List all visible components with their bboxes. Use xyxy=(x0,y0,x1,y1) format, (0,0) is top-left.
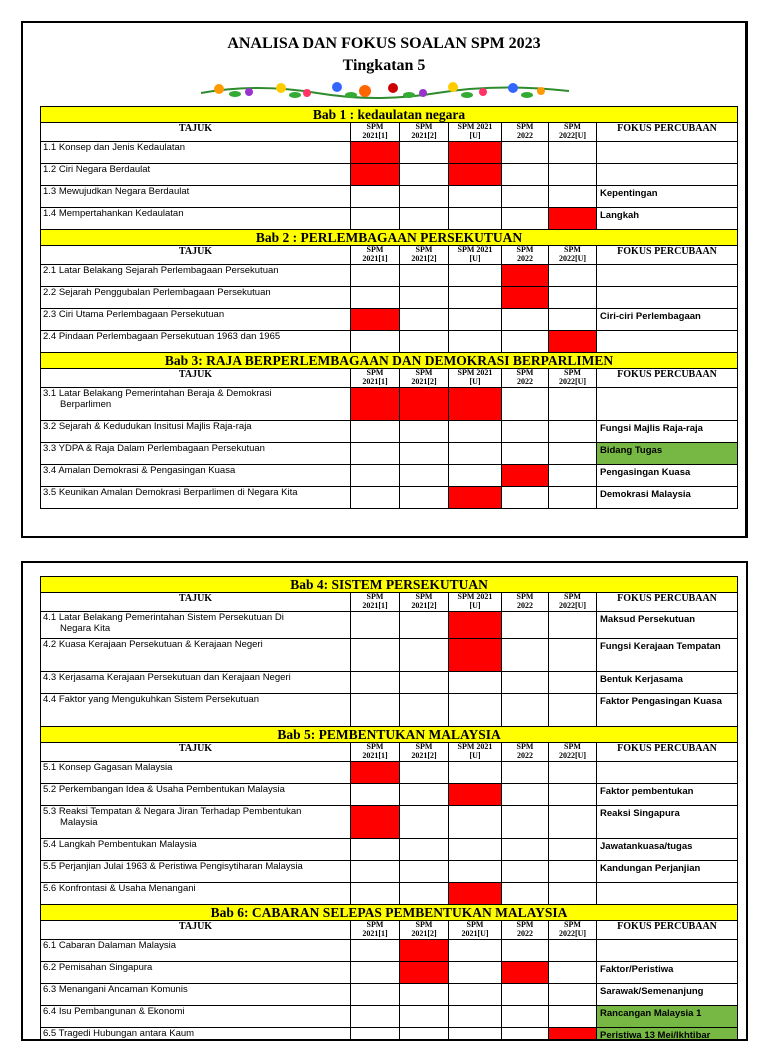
exam-mark-empty xyxy=(502,1006,549,1028)
exam-mark-empty xyxy=(502,1028,549,1041)
column-header-exam: SPM 2022[U] xyxy=(549,921,597,940)
exam-mark-empty xyxy=(502,331,549,353)
exam-mark-empty xyxy=(549,839,597,861)
exam-mark-empty xyxy=(549,784,597,806)
exam-mark-empty xyxy=(449,421,502,443)
exam-mark-filled xyxy=(502,265,549,287)
exam-mark-empty xyxy=(449,694,502,727)
exam-mark-empty xyxy=(400,784,449,806)
focus-cell: Langkah xyxy=(597,208,738,230)
column-header-exam: SPM 2021[U] xyxy=(449,921,502,940)
exam-mark-empty xyxy=(400,861,449,883)
exam-mark-empty xyxy=(502,309,549,331)
column-header-tajuk: TAJUK xyxy=(41,593,351,612)
exam-mark-empty xyxy=(400,1028,449,1041)
topic-cell: 4.1 Latar Belakang Pemerintahan Sistem Persekutuan Di Negara Kita xyxy=(41,612,351,639)
exam-mark-empty xyxy=(400,762,449,784)
column-header-exam: SPM 2022 xyxy=(502,593,549,612)
exam-mark-empty xyxy=(351,839,400,861)
exam-mark-filled xyxy=(549,1028,597,1041)
focus-cell: Bidang Tugas xyxy=(597,443,738,465)
chapter-title: Bab 1 : kedaulatan negara xyxy=(41,107,738,123)
column-header-row xyxy=(41,921,738,940)
column-header-tajuk: TAJUK xyxy=(41,743,351,762)
focus-cell: Demokrasi Malaysia xyxy=(597,487,738,509)
exam-mark-empty xyxy=(351,465,400,487)
exam-mark-empty xyxy=(549,1006,597,1028)
exam-mark-empty xyxy=(502,784,549,806)
exam-mark-empty xyxy=(549,443,597,465)
exam-mark-empty xyxy=(351,612,400,639)
table-row xyxy=(41,164,738,186)
focus-cell xyxy=(597,388,738,421)
column-header-exam: SPM 2021[1] xyxy=(351,593,400,612)
exam-mark-empty xyxy=(549,388,597,421)
column-header-tajuk: TAJUK xyxy=(41,123,351,142)
column-header-exam: SPM 2022 xyxy=(502,123,549,142)
exam-mark-empty xyxy=(400,287,449,309)
focus-cell: Faktor pembentukan xyxy=(597,784,738,806)
topic-cell: 4.3 Kerjasama Kerajaan Persekutuan dan Kerajaan Negeri xyxy=(41,672,351,694)
column-header-tajuk: TAJUK xyxy=(41,369,351,388)
table-row xyxy=(41,694,738,727)
exam-mark-empty xyxy=(502,421,549,443)
document-page-1 xyxy=(21,21,748,538)
column-header-exam: SPM 2021[2] xyxy=(400,921,449,940)
exam-mark-empty xyxy=(400,883,449,905)
exam-mark-filled xyxy=(549,331,597,353)
topic-cell: 5.5 Perjanjian Julai 1963 & Peristiwa Pengisytiharan Malaysia xyxy=(41,861,351,883)
topic-cell: 1.2 Ciri Negara Berdaulat xyxy=(41,164,351,186)
exam-mark-empty xyxy=(449,762,502,784)
table-row xyxy=(41,861,738,883)
exam-mark-filled xyxy=(449,388,502,421)
exam-mark-empty xyxy=(549,806,597,839)
focus-cell: Bentuk Kerjasama xyxy=(597,672,738,694)
exam-mark-empty xyxy=(400,487,449,509)
table-row xyxy=(41,421,738,443)
exam-mark-empty xyxy=(400,694,449,727)
column-header-exam: SPM 2021[1] xyxy=(351,921,400,940)
topic-cell: 1.4 Mempertahankan Kedaulatan xyxy=(41,208,351,230)
column-header-row xyxy=(41,369,738,388)
exam-mark-empty xyxy=(351,984,400,1006)
focus-cell: Kepentingan xyxy=(597,186,738,208)
exam-mark-empty xyxy=(502,388,549,421)
focus-cell: Sarawak/Semenanjung xyxy=(597,984,738,1006)
exam-mark-empty xyxy=(502,142,549,164)
column-header-tajuk: TAJUK xyxy=(41,921,351,940)
table-row xyxy=(41,883,738,905)
column-header-exam: SPM 2022[U] xyxy=(549,593,597,612)
topic-cell: 4.4 Faktor yang Mengukuhkan Sistem Persekutuan xyxy=(41,694,351,727)
column-header-exam: SPM 2022[U] xyxy=(549,246,597,265)
focus-cell: Reaksi Singapura xyxy=(597,806,738,839)
focus-cell xyxy=(597,883,738,905)
exam-mark-filled xyxy=(351,164,400,186)
exam-mark-empty xyxy=(351,443,400,465)
exam-mark-filled xyxy=(502,962,549,984)
exam-mark-empty xyxy=(549,639,597,672)
column-header-fokus: FOKUS PERCUBAAN xyxy=(597,921,738,940)
exam-mark-empty xyxy=(449,672,502,694)
exam-mark-empty xyxy=(400,1006,449,1028)
focus-cell xyxy=(597,940,738,962)
topic-cell: 6.3 Menangani Ancaman Komunis xyxy=(41,984,351,1006)
exam-mark-empty xyxy=(351,208,400,230)
topic-cell: 3.3 YDPA & Raja Dalam Perlembagaan Persekutuan xyxy=(41,443,351,465)
chapter-header xyxy=(41,727,738,743)
chapter-header xyxy=(41,107,738,123)
exam-mark-filled xyxy=(351,388,400,421)
exam-mark-empty xyxy=(549,883,597,905)
exam-mark-empty xyxy=(502,940,549,962)
topic-cell: 5.6 Konfrontasi & Usaha Menangani xyxy=(41,883,351,905)
column-header-row xyxy=(41,743,738,762)
exam-mark-empty xyxy=(549,164,597,186)
exam-mark-filled xyxy=(351,142,400,164)
exam-mark-empty xyxy=(449,1006,502,1028)
exam-mark-empty xyxy=(449,839,502,861)
table-row xyxy=(41,331,738,353)
table-row xyxy=(41,762,738,784)
table-row xyxy=(41,388,738,421)
table-row xyxy=(41,465,738,487)
exam-mark-empty xyxy=(502,164,549,186)
exam-mark-empty xyxy=(400,806,449,839)
chapter-title: Bab 2 : PERLEMBAGAAN PERSEKUTUAN xyxy=(41,230,738,246)
column-header-exam: SPM 2022 xyxy=(502,369,549,388)
exam-mark-filled xyxy=(449,142,502,164)
exam-mark-empty xyxy=(449,265,502,287)
exam-mark-empty xyxy=(449,861,502,883)
exam-mark-empty xyxy=(351,639,400,672)
exam-mark-empty xyxy=(351,487,400,509)
exam-mark-empty xyxy=(502,883,549,905)
exam-mark-filled xyxy=(502,465,549,487)
exam-mark-empty xyxy=(549,186,597,208)
focus-cell xyxy=(597,287,738,309)
column-header-row xyxy=(41,246,738,265)
exam-mark-empty xyxy=(502,694,549,727)
exam-mark-empty xyxy=(449,962,502,984)
focus-cell: Rancangan Malaysia 1 xyxy=(597,1006,738,1028)
exam-mark-empty xyxy=(502,806,549,839)
table-row xyxy=(41,962,738,984)
exam-mark-filled xyxy=(351,762,400,784)
column-header-tajuk: TAJUK xyxy=(41,246,351,265)
exam-mark-empty xyxy=(449,208,502,230)
exam-mark-filled xyxy=(400,388,449,421)
topic-cell: 2.1 Latar Belakang Sejarah Perlembagaan Persekutuan xyxy=(41,265,351,287)
chapter-title: Bab 3: RAJA BERPERLEMBAGAAN DAN DEMOKRASI BERPARLIMEN xyxy=(41,353,738,369)
exam-mark-empty xyxy=(549,421,597,443)
topic-cell: 6.2 Pemisahan Singapura xyxy=(41,962,351,984)
exam-mark-filled xyxy=(502,287,549,309)
chapter-header xyxy=(41,577,738,593)
column-header-exam: SPM 2021[1] xyxy=(351,369,400,388)
focus-cell: Fungsi Majlis Raja-raja xyxy=(597,421,738,443)
column-header-exam: SPM 2021[2] xyxy=(400,246,449,265)
exam-mark-empty xyxy=(502,487,549,509)
table-row xyxy=(41,984,738,1006)
column-header-exam: SPM 2022[U] xyxy=(549,123,597,142)
focus-cell: Kandungan Perjanjian xyxy=(597,861,738,883)
column-header-exam: SPM 2021[2] xyxy=(400,593,449,612)
topic-cell: 1.1 Konsep dan Jenis Kedaulatan xyxy=(41,142,351,164)
exam-mark-empty xyxy=(549,962,597,984)
exam-mark-empty xyxy=(351,186,400,208)
exam-mark-empty xyxy=(351,861,400,883)
exam-mark-empty xyxy=(400,265,449,287)
focus-cell xyxy=(597,142,738,164)
exam-mark-empty xyxy=(400,839,449,861)
focus-cell: Ciri-ciri Perlembagaan xyxy=(597,309,738,331)
exam-mark-filled xyxy=(400,962,449,984)
column-header-row xyxy=(41,123,738,142)
exam-mark-empty xyxy=(351,421,400,443)
exam-mark-empty xyxy=(449,186,502,208)
focus-cell xyxy=(597,164,738,186)
exam-mark-empty xyxy=(400,186,449,208)
topic-cell: 6.5 Tragedi Hubungan antara Kaum xyxy=(41,1028,351,1041)
column-header-exam: SPM 2021[1] xyxy=(351,743,400,762)
topic-cell: 5.3 Reaksi Tempatan & Negara Jiran Terhadap Pembentukan Malaysia xyxy=(41,806,351,839)
topic-cell: 2.3 Ciri Utama Perlembagaan Persekutuan xyxy=(41,309,351,331)
focus-cell: Faktor Pengasingan Kuasa xyxy=(597,694,738,727)
exam-mark-empty xyxy=(502,861,549,883)
column-header-fokus: FOKUS PERCUBAAN xyxy=(597,246,738,265)
column-header-exam: SPM 2021 [U] xyxy=(449,123,502,142)
exam-mark-empty xyxy=(400,639,449,672)
table-row xyxy=(41,1006,738,1028)
focus-cell xyxy=(597,331,738,353)
exam-mark-empty xyxy=(400,984,449,1006)
exam-mark-empty xyxy=(549,142,597,164)
exam-mark-empty xyxy=(549,762,597,784)
topic-cell: 5.4 Langkah Pembentukan Malaysia xyxy=(41,839,351,861)
exam-mark-empty xyxy=(449,806,502,839)
exam-mark-empty xyxy=(400,164,449,186)
exam-mark-empty xyxy=(449,287,502,309)
column-header-fokus: FOKUS PERCUBAAN xyxy=(597,369,738,388)
chapter-header xyxy=(41,905,738,921)
exam-mark-empty xyxy=(400,612,449,639)
document-subtitle: Tingkatan 5 xyxy=(23,57,745,75)
exam-mark-empty xyxy=(502,208,549,230)
focus-cell xyxy=(597,265,738,287)
focus-cell: Maksud Persekutuan xyxy=(597,612,738,639)
exam-mark-empty xyxy=(351,962,400,984)
column-header-exam: SPM 2021 [U] xyxy=(449,593,502,612)
focus-cell: Fungsi Kerajaan Tempatan xyxy=(597,639,738,672)
exam-mark-filled xyxy=(449,883,502,905)
exam-mark-filled xyxy=(351,309,400,331)
exam-mark-empty xyxy=(449,1028,502,1041)
focus-cell: Jawatankuasa/tugas xyxy=(597,839,738,861)
exam-mark-empty xyxy=(449,309,502,331)
topic-cell: 5.1 Konsep Gagasan Malaysia xyxy=(41,762,351,784)
focus-cell: Faktor/Peristiwa xyxy=(597,962,738,984)
exam-mark-empty xyxy=(549,309,597,331)
chapter-title: Bab 5: PEMBENTUKAN MALAYSIA xyxy=(41,727,738,743)
exam-mark-filled xyxy=(449,784,502,806)
document-page-2 xyxy=(21,561,748,1041)
exam-mark-empty xyxy=(351,287,400,309)
table-row xyxy=(41,443,738,465)
exam-mark-empty xyxy=(549,940,597,962)
exam-mark-empty xyxy=(549,287,597,309)
exam-mark-empty xyxy=(400,309,449,331)
exam-mark-filled xyxy=(449,612,502,639)
analysis-table xyxy=(40,576,738,1041)
column-header-exam: SPM 2021 [U] xyxy=(449,369,502,388)
exam-mark-filled xyxy=(449,487,502,509)
column-header-exam: SPM 2022 xyxy=(502,743,549,762)
column-header-exam: SPM 2022 xyxy=(502,921,549,940)
table-row xyxy=(41,186,738,208)
exam-mark-empty xyxy=(351,694,400,727)
table-row xyxy=(41,612,738,639)
column-header-exam: SPM 2021 [U] xyxy=(449,743,502,762)
exam-mark-empty xyxy=(502,839,549,861)
exam-mark-empty xyxy=(351,940,400,962)
exam-mark-filled xyxy=(449,164,502,186)
exam-mark-empty xyxy=(502,762,549,784)
topic-cell: 4.2 Kuasa Kerajaan Persekutuan & Kerajaan Negeri xyxy=(41,639,351,672)
exam-mark-empty xyxy=(400,331,449,353)
exam-mark-empty xyxy=(400,208,449,230)
column-header-fokus: FOKUS PERCUBAAN xyxy=(597,123,738,142)
table-row xyxy=(41,784,738,806)
exam-mark-filled xyxy=(351,806,400,839)
exam-mark-filled xyxy=(549,208,597,230)
exam-mark-empty xyxy=(549,694,597,727)
topic-cell: 3.4 Amalan Demokrasi & Pengasingan Kuasa xyxy=(41,465,351,487)
table-row xyxy=(41,208,738,230)
table-row xyxy=(41,309,738,331)
exam-mark-empty xyxy=(502,639,549,672)
topic-cell: 5.2 Perkembangan Idea & Usaha Pembentukan Malaysia xyxy=(41,784,351,806)
exam-mark-empty xyxy=(449,940,502,962)
column-header-exam: SPM 2021 [U] xyxy=(449,246,502,265)
chapter-title: Bab 4: SISTEM PERSEKUTUAN xyxy=(41,577,738,593)
chapter-header xyxy=(41,230,738,246)
column-header-exam: SPM 2022 xyxy=(502,246,549,265)
table-row xyxy=(41,940,738,962)
table-row xyxy=(41,639,738,672)
exam-mark-empty xyxy=(502,672,549,694)
topic-cell: 3.5 Keunikan Amalan Demokrasi Berparlimen di Negara Kita xyxy=(41,487,351,509)
chapter-header xyxy=(41,353,738,369)
topic-cell: 2.4 Pindaan Perlembagaan Persekutuan 1963 dan 1965 xyxy=(41,331,351,353)
table-row xyxy=(41,672,738,694)
chapter-title: Bab 6: CABARAN SELEPAS PEMBENTUKAN MALAYSIA xyxy=(41,905,738,921)
topic-cell: 6.1 Cabaran Dalaman Malaysia xyxy=(41,940,351,962)
exam-mark-empty xyxy=(449,984,502,1006)
exam-mark-empty xyxy=(549,465,597,487)
exam-mark-filled xyxy=(400,940,449,962)
table-row xyxy=(41,839,738,861)
column-header-exam: SPM 2021[1] xyxy=(351,123,400,142)
exam-mark-empty xyxy=(351,784,400,806)
column-header-fokus: FOKUS PERCUBAAN xyxy=(597,743,738,762)
exam-mark-empty xyxy=(351,883,400,905)
exam-mark-empty xyxy=(549,672,597,694)
exam-mark-empty xyxy=(400,142,449,164)
exam-mark-empty xyxy=(351,672,400,694)
exam-mark-empty xyxy=(400,672,449,694)
exam-mark-empty xyxy=(549,612,597,639)
exam-mark-empty xyxy=(502,984,549,1006)
table-row xyxy=(41,487,738,509)
table-row xyxy=(41,806,738,839)
focus-cell: Peristiwa 13 Mei/Ikhtibar xyxy=(597,1028,738,1041)
column-header-exam: SPM 2022[U] xyxy=(549,743,597,762)
exam-mark-empty xyxy=(351,331,400,353)
analysis-table xyxy=(40,106,738,509)
topic-cell: 1.3 Mewujudkan Negara Berdaulat xyxy=(41,186,351,208)
topic-cell: 6.4 Isu Pembangunan & Ekonomi xyxy=(41,1006,351,1028)
topic-cell: 2.2 Sejarah Penggubalan Perlembagaan Persekutuan xyxy=(41,287,351,309)
column-header-exam: SPM 2022[U] xyxy=(549,369,597,388)
exam-mark-empty xyxy=(549,487,597,509)
exam-mark-empty xyxy=(502,186,549,208)
column-header-exam: SPM 2021[2] xyxy=(400,743,449,762)
exam-mark-empty xyxy=(449,465,502,487)
exam-mark-empty xyxy=(400,443,449,465)
table-row xyxy=(41,287,738,309)
exam-mark-empty xyxy=(351,1006,400,1028)
exam-mark-empty xyxy=(549,984,597,1006)
column-header-exam: SPM 2021[1] xyxy=(351,246,400,265)
exam-mark-empty xyxy=(449,443,502,465)
column-header-row xyxy=(41,593,738,612)
table-row xyxy=(41,142,738,164)
focus-cell: Pengasingan Kuasa xyxy=(597,465,738,487)
table-row xyxy=(41,265,738,287)
document-title: ANALISA DAN FOKUS SOALAN SPM 2023 xyxy=(23,35,745,53)
exam-mark-empty xyxy=(449,331,502,353)
exam-mark-empty xyxy=(400,465,449,487)
exam-mark-empty xyxy=(400,421,449,443)
exam-mark-empty xyxy=(502,612,549,639)
exam-mark-filled xyxy=(449,639,502,672)
focus-cell xyxy=(597,762,738,784)
table-row xyxy=(41,1028,738,1041)
topic-cell: 3.2 Sejarah & Kedudukan Insitusi Majlis Raja-raja xyxy=(41,421,351,443)
flower-ornament-icon xyxy=(197,79,573,101)
exam-mark-empty xyxy=(351,265,400,287)
exam-mark-empty xyxy=(549,861,597,883)
column-header-exam: SPM 2021[2] xyxy=(400,123,449,142)
exam-mark-empty xyxy=(502,443,549,465)
column-header-exam: SPM 2021[2] xyxy=(400,369,449,388)
exam-mark-empty xyxy=(549,265,597,287)
exam-mark-empty xyxy=(351,1028,400,1041)
topic-cell: 3.1 Latar Belakang Pemerintahan Beraja & Demokrasi Berparlimen xyxy=(41,388,351,421)
column-header-fokus: FOKUS PERCUBAAN xyxy=(597,593,738,612)
